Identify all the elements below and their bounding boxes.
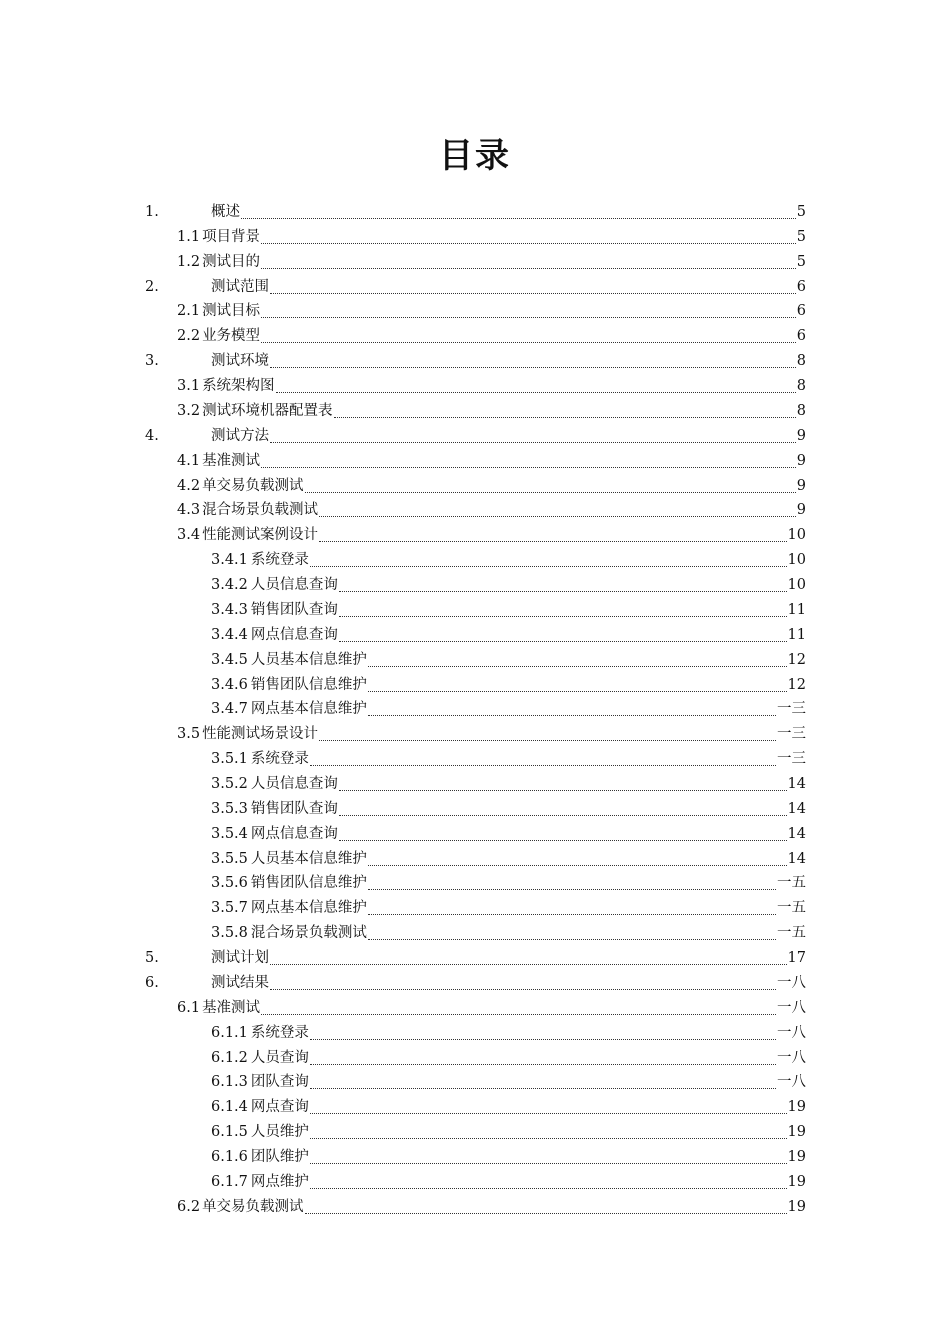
toc-entry-title: 人员信息查询 <box>250 776 338 792</box>
toc-entry-number: 6.1.3 <box>211 1074 248 1091</box>
toc-entry-page: 5 <box>796 253 806 270</box>
toc-entry[interactable] <box>211 697 806 722</box>
toc-title: 目录 <box>439 136 511 176</box>
toc-entry[interactable] <box>145 275 806 300</box>
toc-entry-number: 1.2 <box>177 253 201 270</box>
toc-entry-page: 5 <box>796 228 806 245</box>
toc-entry-title: 测试方法 <box>211 427 269 444</box>
toc-entry[interactable] <box>211 797 806 822</box>
toc-entry-number: 4.2 <box>177 477 201 494</box>
toc-entry-page: 一八 <box>777 1074 806 1091</box>
toc-entry-page: 9 <box>796 502 806 519</box>
toc-entry-number: 3.5 <box>177 726 201 743</box>
toc-entry-title: 系统登录 <box>250 751 309 768</box>
toc-entry-title: 系统登录 <box>250 1024 309 1041</box>
toc-entry-title: 测试目标 <box>202 303 261 320</box>
toc-entry-number: 6.1 <box>177 999 201 1016</box>
toc-entry-number: 3.4.3 <box>211 601 248 618</box>
toc-entry-page: 一三 <box>777 726 806 743</box>
toc-entry[interactable] <box>211 573 806 598</box>
toc-entry[interactable] <box>211 1070 806 1095</box>
toc-entry[interactable] <box>177 374 806 399</box>
toc-entry[interactable] <box>211 921 806 946</box>
toc-entry-title: 单交易负载测试 <box>202 477 304 494</box>
toc-entry-page: 8 <box>796 353 806 370</box>
toc-entry-title: 网点维护 <box>250 1173 309 1190</box>
toc-entry-title: 测试结果 <box>211 974 269 991</box>
toc-entry-page: 一五 <box>777 900 806 917</box>
toc-entry-title: 网点基本信息维护 <box>250 701 367 718</box>
toc-entry-number: 3.5.5 <box>211 850 248 867</box>
toc-entry-title: 人员查询 <box>250 1049 309 1066</box>
toc-entry-title: 基准测试 <box>202 452 261 469</box>
toc-entry[interactable] <box>145 349 806 374</box>
toc-entry[interactable] <box>211 871 806 896</box>
toc-entry-page: 一三 <box>777 751 806 768</box>
toc-entry-page: 14 <box>787 850 806 867</box>
toc-entry[interactable] <box>211 548 806 573</box>
dot-leader <box>368 666 787 667</box>
toc-entry-page: 6 <box>796 328 806 345</box>
toc-entry-title: 混合场景负载测试 <box>202 502 319 519</box>
toc-entry-number: 2. <box>145 278 159 295</box>
dot-leader <box>241 218 796 219</box>
toc-entry[interactable] <box>145 424 806 449</box>
toc-entry-title: 系统登录 <box>250 552 309 569</box>
toc-entry-number: 3.1 <box>177 378 201 395</box>
toc-entry-page: 9 <box>796 477 806 494</box>
dot-leader <box>339 591 787 592</box>
toc-entry[interactable] <box>211 648 806 673</box>
dot-leader <box>319 541 786 542</box>
toc-entry-number: 3.5.4 <box>211 825 248 842</box>
dot-leader <box>310 1088 776 1089</box>
dot-leader <box>339 641 787 642</box>
toc-entry-page: 一八 <box>777 1049 806 1066</box>
toc-entry-number: 1.1 <box>177 228 201 245</box>
toc-entry-number: 2.1 <box>177 303 201 320</box>
toc-entry-title: 网点基本信息维护 <box>250 900 367 917</box>
toc-entry-page: 一八 <box>777 999 806 1016</box>
toc-entry-title: 业务模型 <box>202 328 261 345</box>
toc-entry-page: 11 <box>787 626 806 643</box>
toc-entry-page: 一三 <box>777 701 806 718</box>
toc-entry-number: 3.5.3 <box>211 800 248 817</box>
toc-entry-page: 14 <box>787 825 806 842</box>
toc-entry-number: 3.5.2 <box>211 776 248 792</box>
toc-entry-page: 一五 <box>777 925 806 942</box>
toc-entry[interactable] <box>177 324 806 349</box>
toc-entry-page: 10 <box>787 527 806 544</box>
dot-leader <box>261 243 796 244</box>
dot-leader <box>305 1213 787 1214</box>
toc-entry-number: 4.3 <box>177 502 201 519</box>
dot-leader <box>339 790 787 791</box>
dot-leader <box>310 1188 787 1189</box>
dot-leader <box>261 342 796 343</box>
toc-entry[interactable] <box>211 772 806 797</box>
toc-entry[interactable] <box>211 598 806 623</box>
dot-leader <box>368 865 787 866</box>
toc-entry-page: 6 <box>796 278 806 295</box>
dot-leader <box>339 616 787 617</box>
toc-entry-number: 6. <box>145 974 159 991</box>
toc-entry-number: 3.5.7 <box>211 900 248 917</box>
toc-entry-number: 4. <box>145 427 159 444</box>
dot-leader <box>310 765 776 766</box>
toc-entry[interactable] <box>211 1145 806 1170</box>
toc-entry[interactable] <box>177 299 806 324</box>
toc-entry-number: 6.1.1 <box>211 1024 248 1041</box>
toc-entry-title: 概述 <box>211 204 240 220</box>
toc-entry[interactable] <box>177 225 806 250</box>
toc-entry[interactable] <box>177 1195 806 1220</box>
dot-leader <box>305 492 796 493</box>
toc-entry[interactable] <box>145 946 806 971</box>
toc-entry[interactable] <box>177 722 806 747</box>
toc-entry-page: 6 <box>796 303 806 320</box>
toc-entry-number: 6.1.5 <box>211 1124 248 1141</box>
toc-entry-title: 销售团队信息维护 <box>250 875 367 892</box>
toc-entry-page: 11 <box>787 601 806 618</box>
toc-entry[interactable] <box>211 1021 806 1046</box>
toc-entry-page: 10 <box>787 577 806 594</box>
dot-leader <box>270 964 787 965</box>
toc-entry-title: 销售团队查询 <box>250 800 338 817</box>
toc-entry[interactable] <box>211 1046 806 1071</box>
toc-entry-title: 系统架构图 <box>202 378 275 395</box>
toc-entry-number: 3.5.8 <box>211 925 248 942</box>
toc-entry-title: 人员维护 <box>250 1124 309 1141</box>
toc-entry-title: 混合场景负载测试 <box>250 925 367 942</box>
dot-leader <box>310 1163 787 1164</box>
toc-entry-page: 12 <box>787 651 806 668</box>
toc-entry-page: 17 <box>787 950 806 967</box>
dot-leader <box>270 989 776 990</box>
toc-entry-title: 人员基本信息维护 <box>250 651 367 668</box>
dot-leader <box>319 740 776 741</box>
toc-entry-title: 团队查询 <box>250 1074 309 1091</box>
toc-entry-number: 4.1 <box>177 452 201 469</box>
toc-entry-title: 测试环境 <box>211 353 269 370</box>
toc-entry-title: 单交易负载测试 <box>202 1198 304 1215</box>
toc-entry-title: 项目背景 <box>202 228 261 245</box>
toc-entry[interactable] <box>211 1170 806 1195</box>
toc-entry-number: 3.4.1 <box>211 552 248 569</box>
dot-leader <box>261 1014 776 1015</box>
dot-leader <box>270 367 796 368</box>
toc-entry-number: 6.1.4 <box>211 1099 248 1116</box>
toc-entry-page: 一八 <box>777 974 806 991</box>
toc-entry-number: 3.4.6 <box>211 676 248 693</box>
toc-entry-number: 6.1.6 <box>211 1149 248 1166</box>
toc-entry-title: 网点查询 <box>250 1099 309 1116</box>
toc-entry-title: 测试目的 <box>202 253 261 270</box>
toc-entry-page: 一五 <box>777 875 806 892</box>
dot-leader <box>368 889 776 890</box>
toc-entry-number: 3.4.7 <box>211 701 248 718</box>
toc-entry[interactable] <box>177 996 806 1021</box>
toc-entry-number: 3.4.5 <box>211 651 248 668</box>
toc-entry-page: 14 <box>787 776 806 792</box>
dot-leader <box>339 815 787 816</box>
dot-leader <box>339 840 787 841</box>
toc-entry[interactable] <box>145 971 806 996</box>
dot-leader <box>310 1039 776 1040</box>
toc-entry-number: 6.1.2 <box>211 1049 248 1066</box>
toc-entry-title: 销售团队信息维护 <box>250 676 367 693</box>
toc-entry-page: 9 <box>796 427 806 444</box>
toc-entry-number: 6.2 <box>177 1198 201 1215</box>
dot-leader <box>310 1113 787 1114</box>
toc-entry-page: 19 <box>787 1149 806 1166</box>
toc-entry-number: 6.1.7 <box>211 1173 248 1190</box>
toc-entry-page: 19 <box>787 1099 806 1116</box>
toc-entry-page: 19 <box>787 1173 806 1190</box>
toc-entry[interactable] <box>211 822 806 847</box>
toc-entry-title: 人员基本信息维护 <box>250 850 367 867</box>
toc-entry-title: 网点信息查询 <box>250 825 338 842</box>
toc-entry-number: 3.4.2 <box>211 577 248 594</box>
dot-leader <box>368 715 776 716</box>
toc-entry[interactable] <box>177 498 806 523</box>
dot-leader <box>368 914 776 915</box>
dot-leader <box>310 566 787 567</box>
dot-leader <box>310 1064 776 1065</box>
toc-entry-title: 网点信息查询 <box>250 626 338 643</box>
dot-leader <box>334 417 796 418</box>
toc-entry-title: 性能测试案例设计 <box>202 527 319 544</box>
toc-entry-title: 测试计划 <box>211 950 269 967</box>
toc-entry-page: 10 <box>787 552 806 569</box>
toc-entry-number: 3.2 <box>177 402 201 419</box>
toc-entry-page: 8 <box>796 402 806 419</box>
toc-entry-page: 一八 <box>777 1024 806 1041</box>
toc-entry-number: 1. <box>145 204 159 220</box>
dot-leader <box>261 317 796 318</box>
dot-leader <box>368 691 787 692</box>
toc-entry-number: 3.5.1 <box>211 751 248 768</box>
dot-leader <box>310 1138 787 1139</box>
toc-entry-number: 2.2 <box>177 328 201 345</box>
toc-entry[interactable] <box>177 523 806 548</box>
toc-entry[interactable] <box>145 200 806 225</box>
toc-entry-title: 销售团队查询 <box>250 601 338 618</box>
toc-entry-title: 基准测试 <box>202 999 261 1016</box>
toc-entry-page: 5 <box>796 204 806 220</box>
toc-entry[interactable] <box>211 747 806 772</box>
toc-entry[interactable] <box>211 1120 806 1145</box>
dot-leader <box>270 442 796 443</box>
toc-entry[interactable] <box>177 250 806 275</box>
toc-entry-title: 人员信息查询 <box>250 577 338 594</box>
dot-leader <box>319 516 796 517</box>
toc-entry[interactable] <box>177 399 806 424</box>
toc-entry-page: 12 <box>787 676 806 693</box>
toc-entry[interactable] <box>211 847 806 872</box>
toc-entry[interactable] <box>177 449 806 474</box>
toc-entry-number: 3. <box>145 353 159 370</box>
toc-entry-title: 团队维护 <box>250 1149 309 1166</box>
toc-entry-page: 19 <box>787 1198 806 1215</box>
toc-entry-page: 8 <box>796 378 806 395</box>
toc-entry[interactable] <box>211 673 806 698</box>
toc-entry-number: 3.4.4 <box>211 626 248 643</box>
toc-entry-title: 性能测试场景设计 <box>202 726 319 743</box>
toc-entry[interactable] <box>211 1095 806 1120</box>
dot-leader <box>368 939 776 940</box>
dot-leader <box>276 392 796 393</box>
dot-leader <box>270 293 796 294</box>
toc-entry-title: 测试范围 <box>211 278 269 295</box>
dot-leader <box>261 467 796 468</box>
toc-entry-page: 9 <box>796 452 806 469</box>
toc-entry[interactable] <box>211 623 806 648</box>
toc-entry-page: 14 <box>787 800 806 817</box>
toc-entry-page: 19 <box>787 1124 806 1141</box>
toc-entry-number: 3.5.6 <box>211 875 248 892</box>
toc-entry[interactable] <box>211 896 806 921</box>
dot-leader <box>261 268 796 269</box>
toc-entry-title: 测试环境机器配置表 <box>202 402 333 419</box>
toc-entry-number: 3.4 <box>177 527 201 544</box>
toc-entry[interactable] <box>177 474 806 499</box>
toc-entry-number: 5. <box>145 950 159 967</box>
